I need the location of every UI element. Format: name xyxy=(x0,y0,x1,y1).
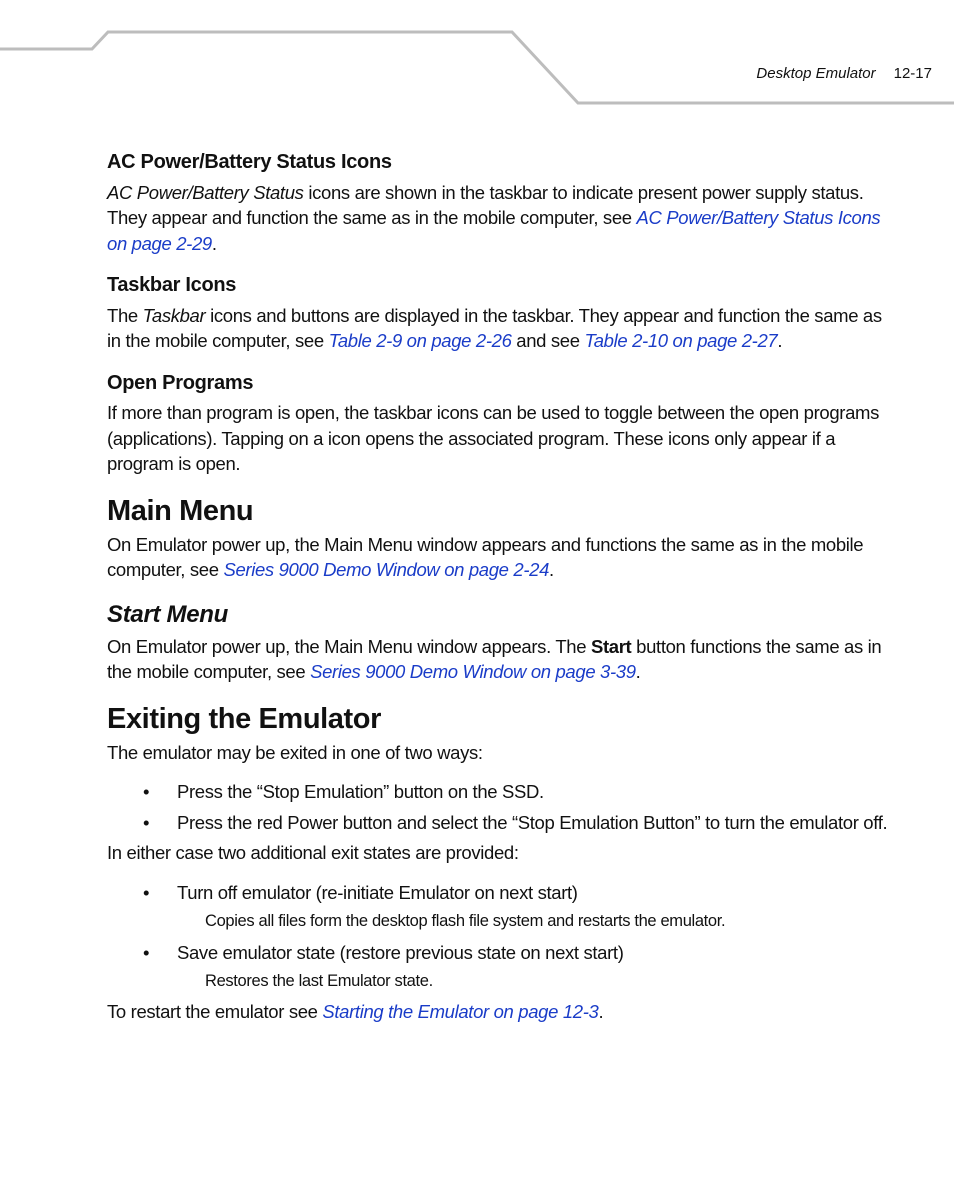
punct: . xyxy=(549,559,554,580)
page-number: 12-17 xyxy=(893,65,932,82)
link-ac-power-battery-status-icons[interactable]: AC Power/Battery Status Icons on page 2-29 xyxy=(107,207,881,254)
paragraph-restart xyxy=(107,999,897,1025)
link-table-2-9[interactable]: Table 2-9 on page 2-26 xyxy=(328,330,512,351)
heading-ac-power-battery-status-icons: AC Power/Battery Status Icons xyxy=(107,151,392,173)
text: On Emulator power up, the Main Menu window appears. The xyxy=(107,635,591,657)
link-table-2-10[interactable]: Table 2-10 on page 2-27 xyxy=(584,330,778,351)
list-item-text: Press the red Power button and select the “Stop Emulation Button” to turn the emulator off. xyxy=(177,811,888,833)
bullet: • xyxy=(143,781,150,802)
bullet: • xyxy=(143,811,150,833)
exit-state-note: Copies all files form the desktop flash file system and restarts the emulator. xyxy=(205,912,726,930)
heading-exiting-the-emulator: Exiting the Emulator xyxy=(107,702,381,735)
punct: . xyxy=(635,661,641,682)
heading-open-programs: Open Programs xyxy=(107,371,254,394)
term-start: Start xyxy=(590,635,632,657)
heading-taskbar-icons: Taskbar Icons xyxy=(107,274,237,296)
heading-main-menu: Main Menu xyxy=(107,494,254,527)
link-starting-the-emulator[interactable]: Starting the Emulator on page 12-3 xyxy=(322,1000,599,1022)
page-content xyxy=(107,150,897,1024)
list-item xyxy=(107,940,897,966)
paragraph-exit-states-intro: In either case two additional exit states are provided: xyxy=(107,842,519,863)
exit-states-list xyxy=(107,880,897,906)
paragraph-start-menu xyxy=(107,634,897,685)
link-series-9000-demo-window-2-24[interactable]: Series 9000 Demo Window on page 2-24 xyxy=(223,559,550,580)
list-item xyxy=(107,779,897,805)
list-item-text: Press the “Stop Emulation” button on the SSD. xyxy=(177,781,544,802)
exit-state-note: Restores the last Emulator state. xyxy=(205,972,433,990)
bullet: • xyxy=(143,881,150,903)
list-item-text: Save emulator state (restore previous state on next start) xyxy=(177,941,624,963)
bullet: • xyxy=(143,941,150,963)
punct: . xyxy=(777,330,783,351)
list-item xyxy=(107,810,897,836)
text: button functions the same as in the mobile computer, see xyxy=(107,635,882,682)
text: and see xyxy=(511,330,585,351)
paragraph-open-programs: If more than program is open, the taskbar icons can be used to toggle between the open programs (applications). Tapping on a icon opens the associated program. These icons only appear if a program is open. xyxy=(107,402,879,474)
paragraph-exiting-intro: The emulator may be exited in one of two ways: xyxy=(107,741,483,763)
exit-ways-list xyxy=(107,779,897,835)
running-head xyxy=(756,65,932,82)
link-series-9000-demo-window-3-39[interactable]: Series 9000 Demo Window on page 3-39 xyxy=(310,661,636,682)
paragraph-ac-power xyxy=(107,180,897,257)
paragraph-taskbar-icons xyxy=(107,303,897,354)
paragraph-ac-power-text: icons are shown in the taskbar to indicate present power supply status. They appear and function the same as in the mobile computer, see xyxy=(107,181,864,228)
text: icons and buttons are displayed in the taskbar. They appear and function the same as in the mobile computer, see xyxy=(107,304,882,351)
heading-start-menu: Start Menu xyxy=(107,600,229,628)
paragraph-main-menu xyxy=(107,532,897,583)
punct: . xyxy=(598,1000,604,1022)
punct: . xyxy=(211,232,217,254)
list-item xyxy=(107,880,897,906)
list-item-text: Turn off emulator (re-initiate Emulator on next start) xyxy=(177,881,578,903)
running-head-section-title: Desktop Emulator xyxy=(756,65,876,82)
exit-states-list-2 xyxy=(107,940,897,966)
text: To restart the emulator see xyxy=(107,1000,323,1022)
header-rule xyxy=(0,0,954,110)
term-taskbar: Taskbar xyxy=(142,304,206,326)
text: On Emulator power up, the Main Menu window appears and functions the same as in the mobile computer, see xyxy=(107,533,864,580)
text: The xyxy=(107,304,143,326)
term-ac-power-battery-status: AC Power/Battery Status xyxy=(107,181,304,203)
